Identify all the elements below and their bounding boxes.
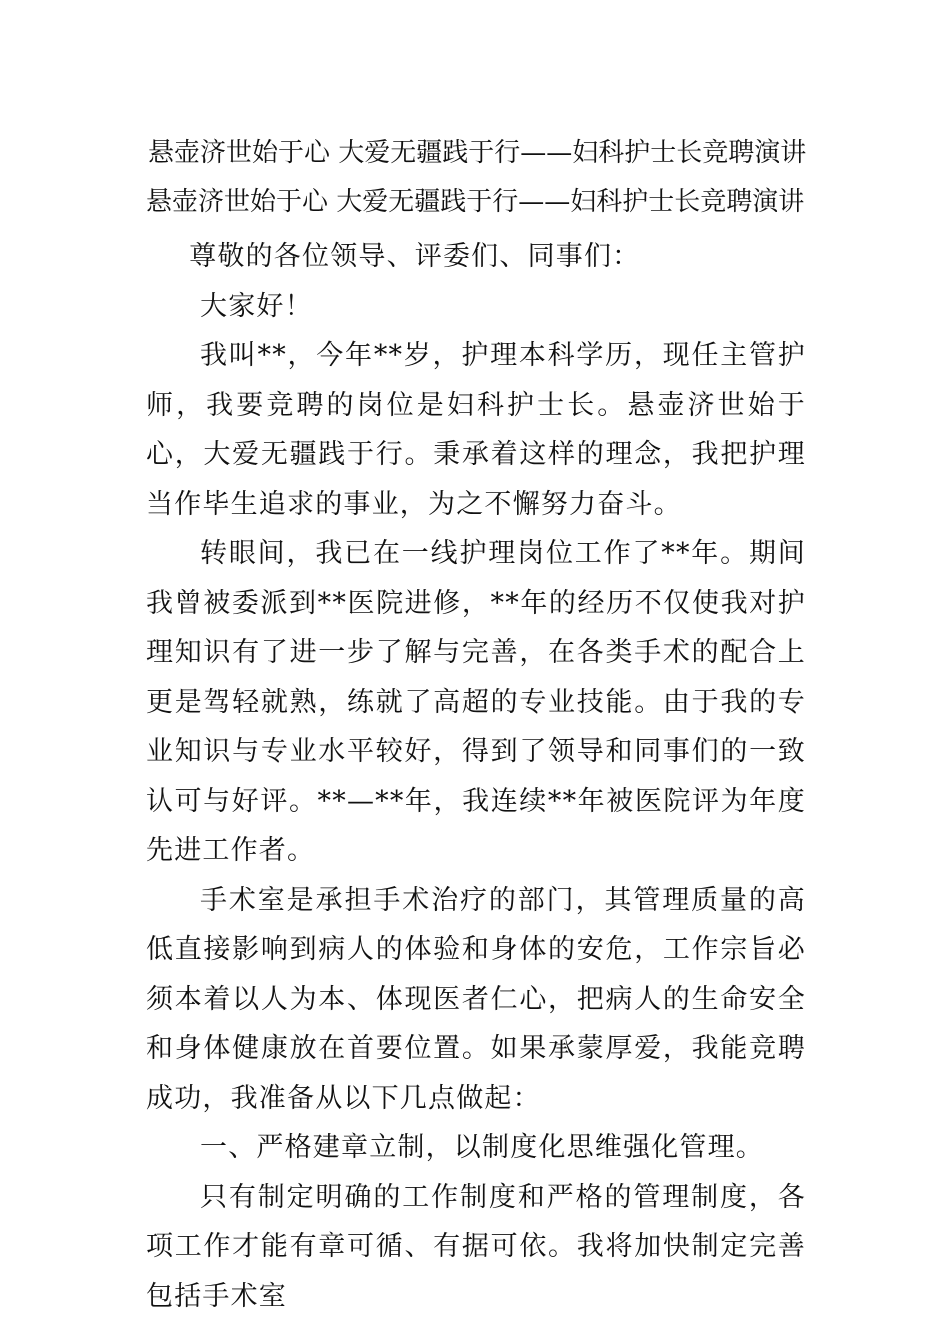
section-1-paragraph: 只有制定明确的工作制度和严格的管理制度，各项工作才能有章可循、有据可依。我将加快制定完善包括手术室 (146, 1181, 806, 1312)
salutation-paragraph: 大家好！ (200, 290, 313, 322)
document-title-line-1: 悬壶济世始于心 大爱无疆践于行——妇科护士长竞聘演讲 (148, 138, 807, 168)
document-body (146, 232, 806, 1321)
greeting-paragraph: 尊敬的各位领导、评委们、同事们： (189, 241, 641, 272)
intro-paragraph: 我叫**，今年**岁，护理本科学历，现任主管护师，我要竞聘的岗位是妇科护士长。悬壶济世始于心，大爱无疆践于行。秉承着这样的理念，我把护理当作毕生追求的事业，为之不懈努力奋斗。 (146, 340, 806, 520)
section-heading-1: 一、严格建章立制，以制度化思维强化管理。 (200, 1132, 764, 1163)
experience-paragraph: 转眼间，我已在一线护理岗位工作了**年。期间我曾被委派到**医院进修，**年的经历不仅使我对护理知识有了进一步了解与完善，在各类手术的配合上更是驾轻就熟，练就了高超的专业技能。由于我的专业知识与专业水平较好，得到了领导和同事们的一致认可与好评。**—**年，我连续**年被医院评为年度先进工作者。 (146, 538, 806, 866)
department-paragraph: 手术室是承担手术治疗的部门，其管理质量的高低直接影响到病人的体验和身体的安危，工作宗旨必须本着以人为本、体现医者仁心，把病人的生命安全和身体健康放在首要位置。如果承蒙厚爱，我能竞聘成功，我准备从以下几点做起： (146, 884, 806, 1114)
document-title-line-2: 悬壶济世始于心 大爱无疆践于行——妇科护士长竞聘演讲 (146, 187, 805, 217)
